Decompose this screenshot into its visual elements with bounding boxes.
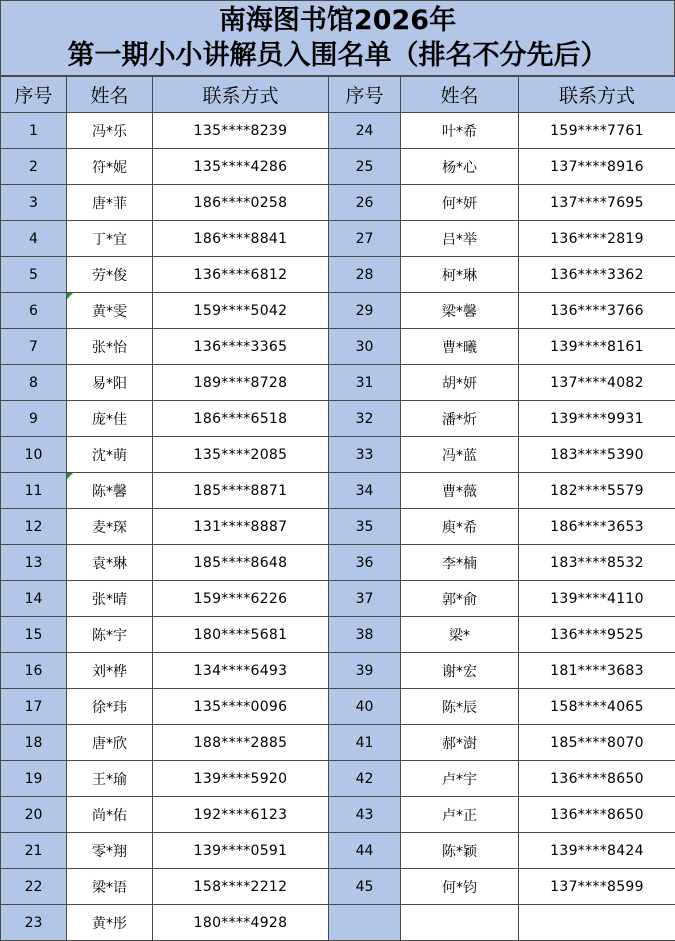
right-phone-cell[interactable]: 183****5390: [519, 437, 675, 473]
left-name-cell[interactable]: 王*瑜: [67, 761, 153, 797]
left-name-cell[interactable]: 唐*欣: [67, 725, 153, 761]
right-phone-cell[interactable]: 136****8650: [519, 761, 675, 797]
right-index-cell[interactable]: 33: [329, 437, 401, 473]
table-row: [1, 293, 675, 329]
table-row: [1, 653, 675, 689]
right-index-cell[interactable]: 39: [329, 653, 401, 689]
left-phone-cell[interactable]: 185****8871: [153, 473, 329, 509]
left-name-cell[interactable]: 袁*琳: [67, 545, 153, 581]
table-row: [1, 473, 675, 509]
left-index-cell[interactable]: 1: [1, 113, 67, 149]
table-row: [1, 581, 675, 617]
left-phone-cell[interactable]: 135****4286: [153, 149, 329, 185]
left-index-cell[interactable]: 6: [1, 293, 67, 329]
right-name-cell[interactable]: 吕*举: [401, 221, 519, 257]
right-phone-cell[interactable]: 139****8161: [519, 329, 675, 365]
right-name-cell[interactable]: 柯*琳: [401, 257, 519, 293]
left-phone-cell[interactable]: 136****3365: [153, 329, 329, 365]
table-row: [1, 761, 675, 797]
table-row: [1, 689, 675, 725]
table-row: [1, 365, 675, 401]
left-index-cell[interactable]: 7: [1, 329, 67, 365]
left-name-cell[interactable]: 唐*菲: [67, 185, 153, 221]
right-index-cell[interactable]: [329, 905, 401, 941]
right-name-cell[interactable]: 谢*宏: [401, 653, 519, 689]
left-index-cell[interactable]: 3: [1, 185, 67, 221]
left-index-cell[interactable]: 17: [1, 689, 67, 725]
left-index-cell[interactable]: 13: [1, 545, 67, 581]
left-index-cell[interactable]: 9: [1, 401, 67, 437]
right-phone-cell[interactable]: 182****5579: [519, 473, 675, 509]
left-phone-cell[interactable]: 159****5042: [153, 293, 329, 329]
left-phone-cell[interactable]: 185****8648: [153, 545, 329, 581]
right-index-cell[interactable]: 37: [329, 581, 401, 617]
title-line-2: 第一期小小讲解员入围名单（排名不分先后）: [67, 40, 608, 71]
table-row: [1, 833, 675, 869]
right-phone-cell[interactable]: 183****8532: [519, 545, 675, 581]
right-index-cell[interactable]: 34: [329, 473, 401, 509]
left-name-cell[interactable]: 张*晴: [67, 581, 153, 617]
right-index-cell[interactable]: 41: [329, 725, 401, 761]
left-phone-cell[interactable]: 188****2885: [153, 725, 329, 761]
left-phone-cell[interactable]: 186****0258: [153, 185, 329, 221]
title-banner: [0, 0, 675, 76]
left-name-cell[interactable]: 丁*宜: [67, 221, 153, 257]
left-phone-cell[interactable]: 139****5920: [153, 761, 329, 797]
right-name-cell[interactable]: 潘*炘: [401, 401, 519, 437]
left-index-cell[interactable]: 14: [1, 581, 67, 617]
left-name-cell[interactable]: 徐*玮: [67, 689, 153, 725]
right-name-cell[interactable]: 郝*澍: [401, 725, 519, 761]
table-row: [1, 329, 675, 365]
left-name-cell[interactable]: 劳*俊: [67, 257, 153, 293]
right-index-cell[interactable]: 31: [329, 365, 401, 401]
table-row: [1, 797, 675, 833]
left-phone-cell[interactable]: 131****8887: [153, 509, 329, 545]
right-name-cell[interactable]: 胡*妍: [401, 365, 519, 401]
right-phone-cell[interactable]: 137****4082: [519, 365, 675, 401]
right-phone-cell[interactable]: 137****8916: [519, 149, 675, 185]
right-index-cell[interactable]: 28: [329, 257, 401, 293]
right-index-cell[interactable]: 40: [329, 689, 401, 725]
right-name-cell[interactable]: 梁*馨: [401, 293, 519, 329]
header-name-right[interactable]: 姓名: [401, 77, 519, 113]
right-name-cell[interactable]: 叶*希: [401, 113, 519, 149]
header-index-left[interactable]: 序号: [1, 77, 67, 113]
table-row: [1, 509, 675, 545]
left-name-cell[interactable]: 刘*桦: [67, 653, 153, 689]
left-name-cell[interactable]: 黄*彤: [67, 905, 153, 941]
left-index-cell[interactable]: 21: [1, 833, 67, 869]
left-name-cell[interactable]: 张*怡: [67, 329, 153, 365]
right-name-cell[interactable]: 梁*: [401, 617, 519, 653]
left-phone-cell[interactable]: 180****5681: [153, 617, 329, 653]
left-index-cell[interactable]: 2: [1, 149, 67, 185]
right-index-cell[interactable]: 35: [329, 509, 401, 545]
right-index-cell[interactable]: 36: [329, 545, 401, 581]
left-index-cell[interactable]: 4: [1, 221, 67, 257]
right-phone-cell[interactable]: 186****3653: [519, 509, 675, 545]
table-row: [1, 545, 675, 581]
left-name-cell[interactable]: 梁*语: [67, 869, 153, 905]
right-phone-cell[interactable]: 159****7761: [519, 113, 675, 149]
header-contact-right[interactable]: 联系方式: [519, 77, 675, 113]
right-index-cell[interactable]: 43: [329, 797, 401, 833]
header-index-right[interactable]: 序号: [329, 77, 401, 113]
left-index-cell[interactable]: 19: [1, 761, 67, 797]
roster-table-body: [1, 77, 675, 941]
left-index-cell[interactable]: 23: [1, 905, 67, 941]
left-name-cell[interactable]: 陈*宇: [67, 617, 153, 653]
roster-table: [0, 76, 675, 941]
right-name-cell[interactable]: 冯*蓝: [401, 437, 519, 473]
right-name-cell[interactable]: 陈*颖: [401, 833, 519, 869]
left-phone-cell[interactable]: 180****4928: [153, 905, 329, 941]
table-row: [1, 113, 675, 149]
right-name-cell[interactable]: 曹*曦: [401, 329, 519, 365]
right-index-cell[interactable]: 27: [329, 221, 401, 257]
left-phone-cell[interactable]: 186****6518: [153, 401, 329, 437]
left-name-cell[interactable]: 尚*佑: [67, 797, 153, 833]
table-row: [1, 257, 675, 293]
left-phone-cell[interactable]: 189****8728: [153, 365, 329, 401]
right-index-cell[interactable]: 26: [329, 185, 401, 221]
right-index-cell[interactable]: 29: [329, 293, 401, 329]
left-index-cell[interactable]: 18: [1, 725, 67, 761]
right-index-cell[interactable]: 32: [329, 401, 401, 437]
left-index-cell[interactable]: 8: [1, 365, 67, 401]
right-index-cell[interactable]: 44: [329, 833, 401, 869]
left-name-cell[interactable]: 庞*佳: [67, 401, 153, 437]
left-phone-cell[interactable]: 135****8239: [153, 113, 329, 149]
right-phone-cell[interactable]: 181****3683: [519, 653, 675, 689]
right-index-cell[interactable]: 42: [329, 761, 401, 797]
right-name-cell[interactable]: 曹*薇: [401, 473, 519, 509]
table-row: [1, 437, 675, 473]
right-name-cell[interactable]: 李*楠: [401, 545, 519, 581]
left-phone-cell[interactable]: 134****6493: [153, 653, 329, 689]
left-phone-cell[interactable]: 135****0096: [153, 689, 329, 725]
right-name-cell[interactable]: 卢*正: [401, 797, 519, 833]
header-name-left[interactable]: 姓名: [67, 77, 153, 113]
right-index-cell[interactable]: 45: [329, 869, 401, 905]
left-name-cell[interactable]: 黄*雯: [67, 293, 153, 329]
left-phone-cell[interactable]: 192****6123: [153, 797, 329, 833]
left-name-cell[interactable]: 陈*馨: [67, 473, 153, 509]
right-phone-cell[interactable]: 136****3362: [519, 257, 675, 293]
right-index-cell[interactable]: 25: [329, 149, 401, 185]
left-index-cell[interactable]: 10: [1, 437, 67, 473]
left-phone-cell[interactable]: 136****6812: [153, 257, 329, 293]
table-row: [1, 185, 675, 221]
title-line-1: 南海图书馆2026年: [218, 5, 457, 36]
left-index-cell[interactable]: 16: [1, 653, 67, 689]
left-phone-cell[interactable]: 158****2212: [153, 869, 329, 905]
right-phone-cell[interactable]: 139****8424: [519, 833, 675, 869]
right-name-cell[interactable]: 何*钧: [401, 869, 519, 905]
right-name-cell[interactable]: 杨*心: [401, 149, 519, 185]
left-index-cell[interactable]: 20: [1, 797, 67, 833]
right-phone-cell[interactable]: 136****8650: [519, 797, 675, 833]
right-phone-cell[interactable]: 136****2819: [519, 221, 675, 257]
left-name-cell[interactable]: 符*妮: [67, 149, 153, 185]
right-phone-cell[interactable]: 158****4065: [519, 689, 675, 725]
left-index-cell[interactable]: 15: [1, 617, 67, 653]
table-row: [1, 725, 675, 761]
left-index-cell[interactable]: 12: [1, 509, 67, 545]
right-phone-cell[interactable]: 136****3766: [519, 293, 675, 329]
right-name-cell[interactable]: 陈*辰: [401, 689, 519, 725]
left-phone-cell[interactable]: 139****0591: [153, 833, 329, 869]
left-phone-cell[interactable]: 135****2085: [153, 437, 329, 473]
right-index-cell[interactable]: 38: [329, 617, 401, 653]
table-row: [1, 617, 675, 653]
right-phone-cell[interactable]: 139****4110: [519, 581, 675, 617]
table-header-row: [1, 77, 675, 113]
left-name-cell[interactable]: 冯*乐: [67, 113, 153, 149]
left-phone-cell[interactable]: 186****8841: [153, 221, 329, 257]
table-row: [1, 401, 675, 437]
right-phone-cell[interactable]: 137****8599: [519, 869, 675, 905]
right-name-cell[interactable]: 郭*俞: [401, 581, 519, 617]
right-name-cell[interactable]: 何*妍: [401, 185, 519, 221]
header-contact-left[interactable]: 联系方式: [153, 77, 329, 113]
right-index-cell[interactable]: 24: [329, 113, 401, 149]
right-name-cell[interactable]: 卢*宇: [401, 761, 519, 797]
table-row: [1, 869, 675, 905]
right-name-cell[interactable]: 庾*希: [401, 509, 519, 545]
table-row: [1, 221, 675, 257]
left-index-cell[interactable]: 5: [1, 257, 67, 293]
right-name-cell[interactable]: [401, 905, 519, 941]
right-index-cell[interactable]: 30: [329, 329, 401, 365]
left-index-cell[interactable]: 22: [1, 869, 67, 905]
left-name-cell[interactable]: 易*阳: [67, 365, 153, 401]
left-name-cell[interactable]: 零*翔: [67, 833, 153, 869]
right-phone-cell[interactable]: 185****8070: [519, 725, 675, 761]
table-row: [1, 149, 675, 185]
left-phone-cell[interactable]: 159****6226: [153, 581, 329, 617]
left-name-cell[interactable]: 麦*琛: [67, 509, 153, 545]
right-phone-cell[interactable]: 136****9525: [519, 617, 675, 653]
right-phone-cell[interactable]: 137****7695: [519, 185, 675, 221]
right-phone-cell[interactable]: [519, 905, 675, 941]
table-row: [1, 905, 675, 941]
left-name-cell[interactable]: 沈*萌: [67, 437, 153, 473]
left-index-cell[interactable]: 11: [1, 473, 67, 509]
right-phone-cell[interactable]: 139****9931: [519, 401, 675, 437]
